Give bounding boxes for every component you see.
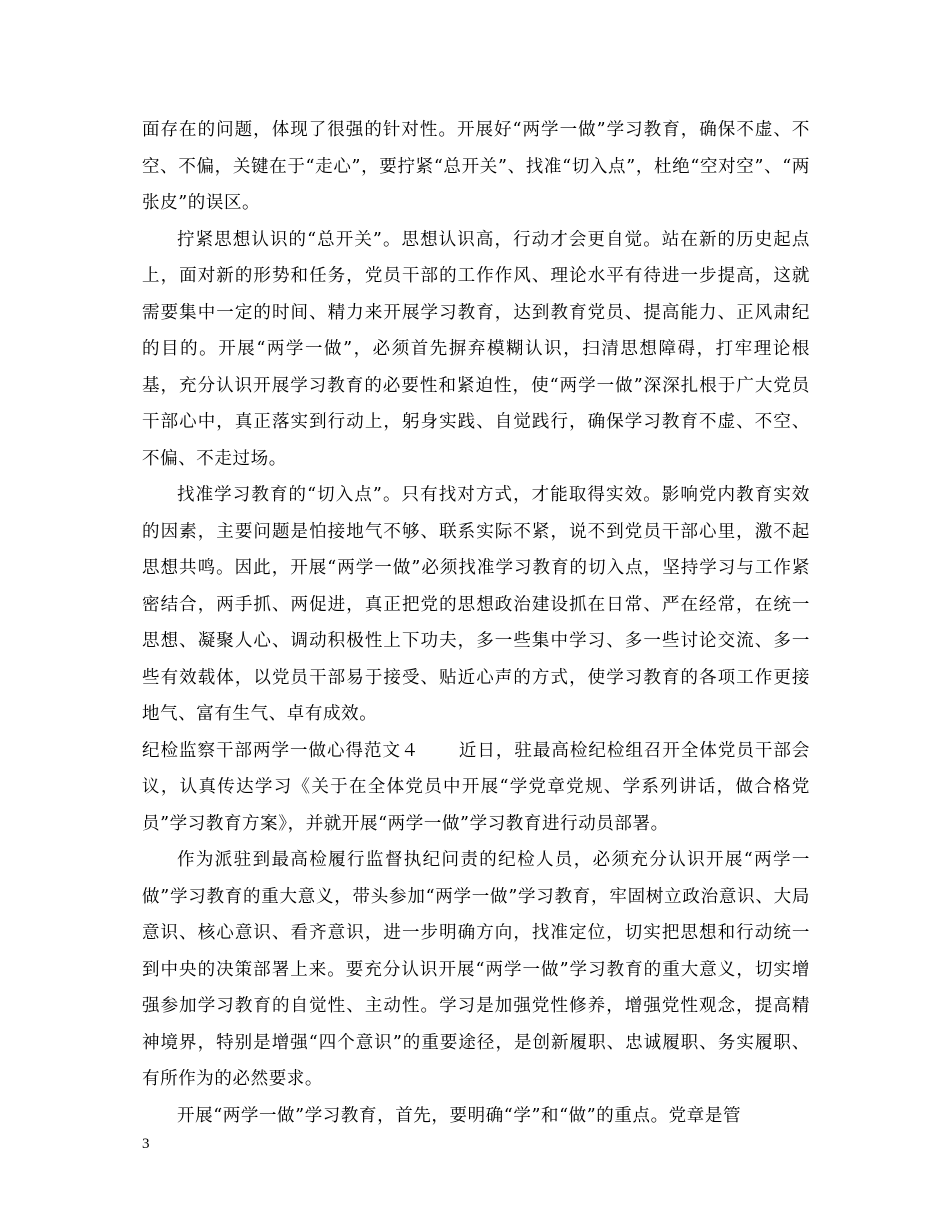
- page-number: 3: [142, 1136, 150, 1152]
- document-body: [142, 112, 810, 1134]
- paragraph-4: [142, 733, 810, 843]
- paragraph-1: 面存在的问题，体现了很强的针对性。开展好“两学一做”学习教育，确保不虚、不空、不偏，关键在于“走心”，要拧紧“总开关”、找准“切入点”，杜绝“空对空”、“两张皮”的误区。: [142, 120, 810, 213]
- section-heading: 纪检监察干部两学一做心得范文４: [142, 740, 420, 761]
- paragraph-6: 开展“两学一做”学习教育，首先，要明确“学”和“做”的重点。党章是管: [177, 1105, 742, 1126]
- paragraph-5: 作为派驻到最高检履行监督执纪问责的纪检人员，必须充分认识开展“两学一做”学习教育的重大意义，带头参加“两学一做”学习教育，牢固树立政治意识、大局意识、核心意识、看齐意识，进一步明确方向，找准定位，切实把思想和行动统一到中央的决策部署上来。要充分认识开展“两学一做”学习教育的重大意义，切实增强参加学习教育的自觉性、主动性。学习是加强党性修养，增强党性观念，提高精神境界，特别是增强“四个意识”的重要途径，是创新履职、忠诚履职、务实履职、有所作为的必然要求。: [142, 850, 810, 1089]
- paragraph-4-text: 近日，驻最高检纪检组召开全体党员干部会议，认真传达学习《关于在全体党员中开展“学党章党规、学系列讲话，做合格党员”学习教育方案》，并就开展“两学一做”学习教育进行动员部署。: [142, 740, 811, 834]
- paragraph-2: 拧紧思想认识的“总开关”。思想认识高，行动才会更自觉。站在新的历史起点上，面对新的形势和任务，党员干部的工作作风、理论水平有待进一步提高，这就需要集中一定的时间、精力来开展学习教育，达到教育党员、提高能力、正风肃纪的目的。开展“两学一做”，必须首先摒弃模糊认识，扫清思想障碍，打牢理论根基，充分认识开展学习教育的必要性和紧迫性，使“两学一做”深深扎根于广大党员干部心中，真正落实到行动上，躬身实践、自觉践行，确保学习教育不虚、不空、不偏、不走过场。: [142, 229, 810, 469]
- paragraph-3: 找准学习教育的“切入点”。只有找对方式，才能取得实效。影响党内教育实效的因素，主要问题是怕接地气不够、联系实际不紧，说不到党员干部心里，激不起思想共鸣。因此，开展“两学一做”必须找准学习教育的切入点，坚持学习与工作紧密结合，两手抓、两促进，真正把党的思想政治建设抓在日常、严在经常，在统一思想、凝聚人心、调动积极性上下功夫，多一些集中学习、多一些讨论交流、多一些有效载体，以党员干部易于接受、贴近心声的方式，使学习教育的各项工作更接地气、富有生气、卓有成效。: [142, 485, 810, 724]
- heading-gap: [420, 741, 459, 761]
